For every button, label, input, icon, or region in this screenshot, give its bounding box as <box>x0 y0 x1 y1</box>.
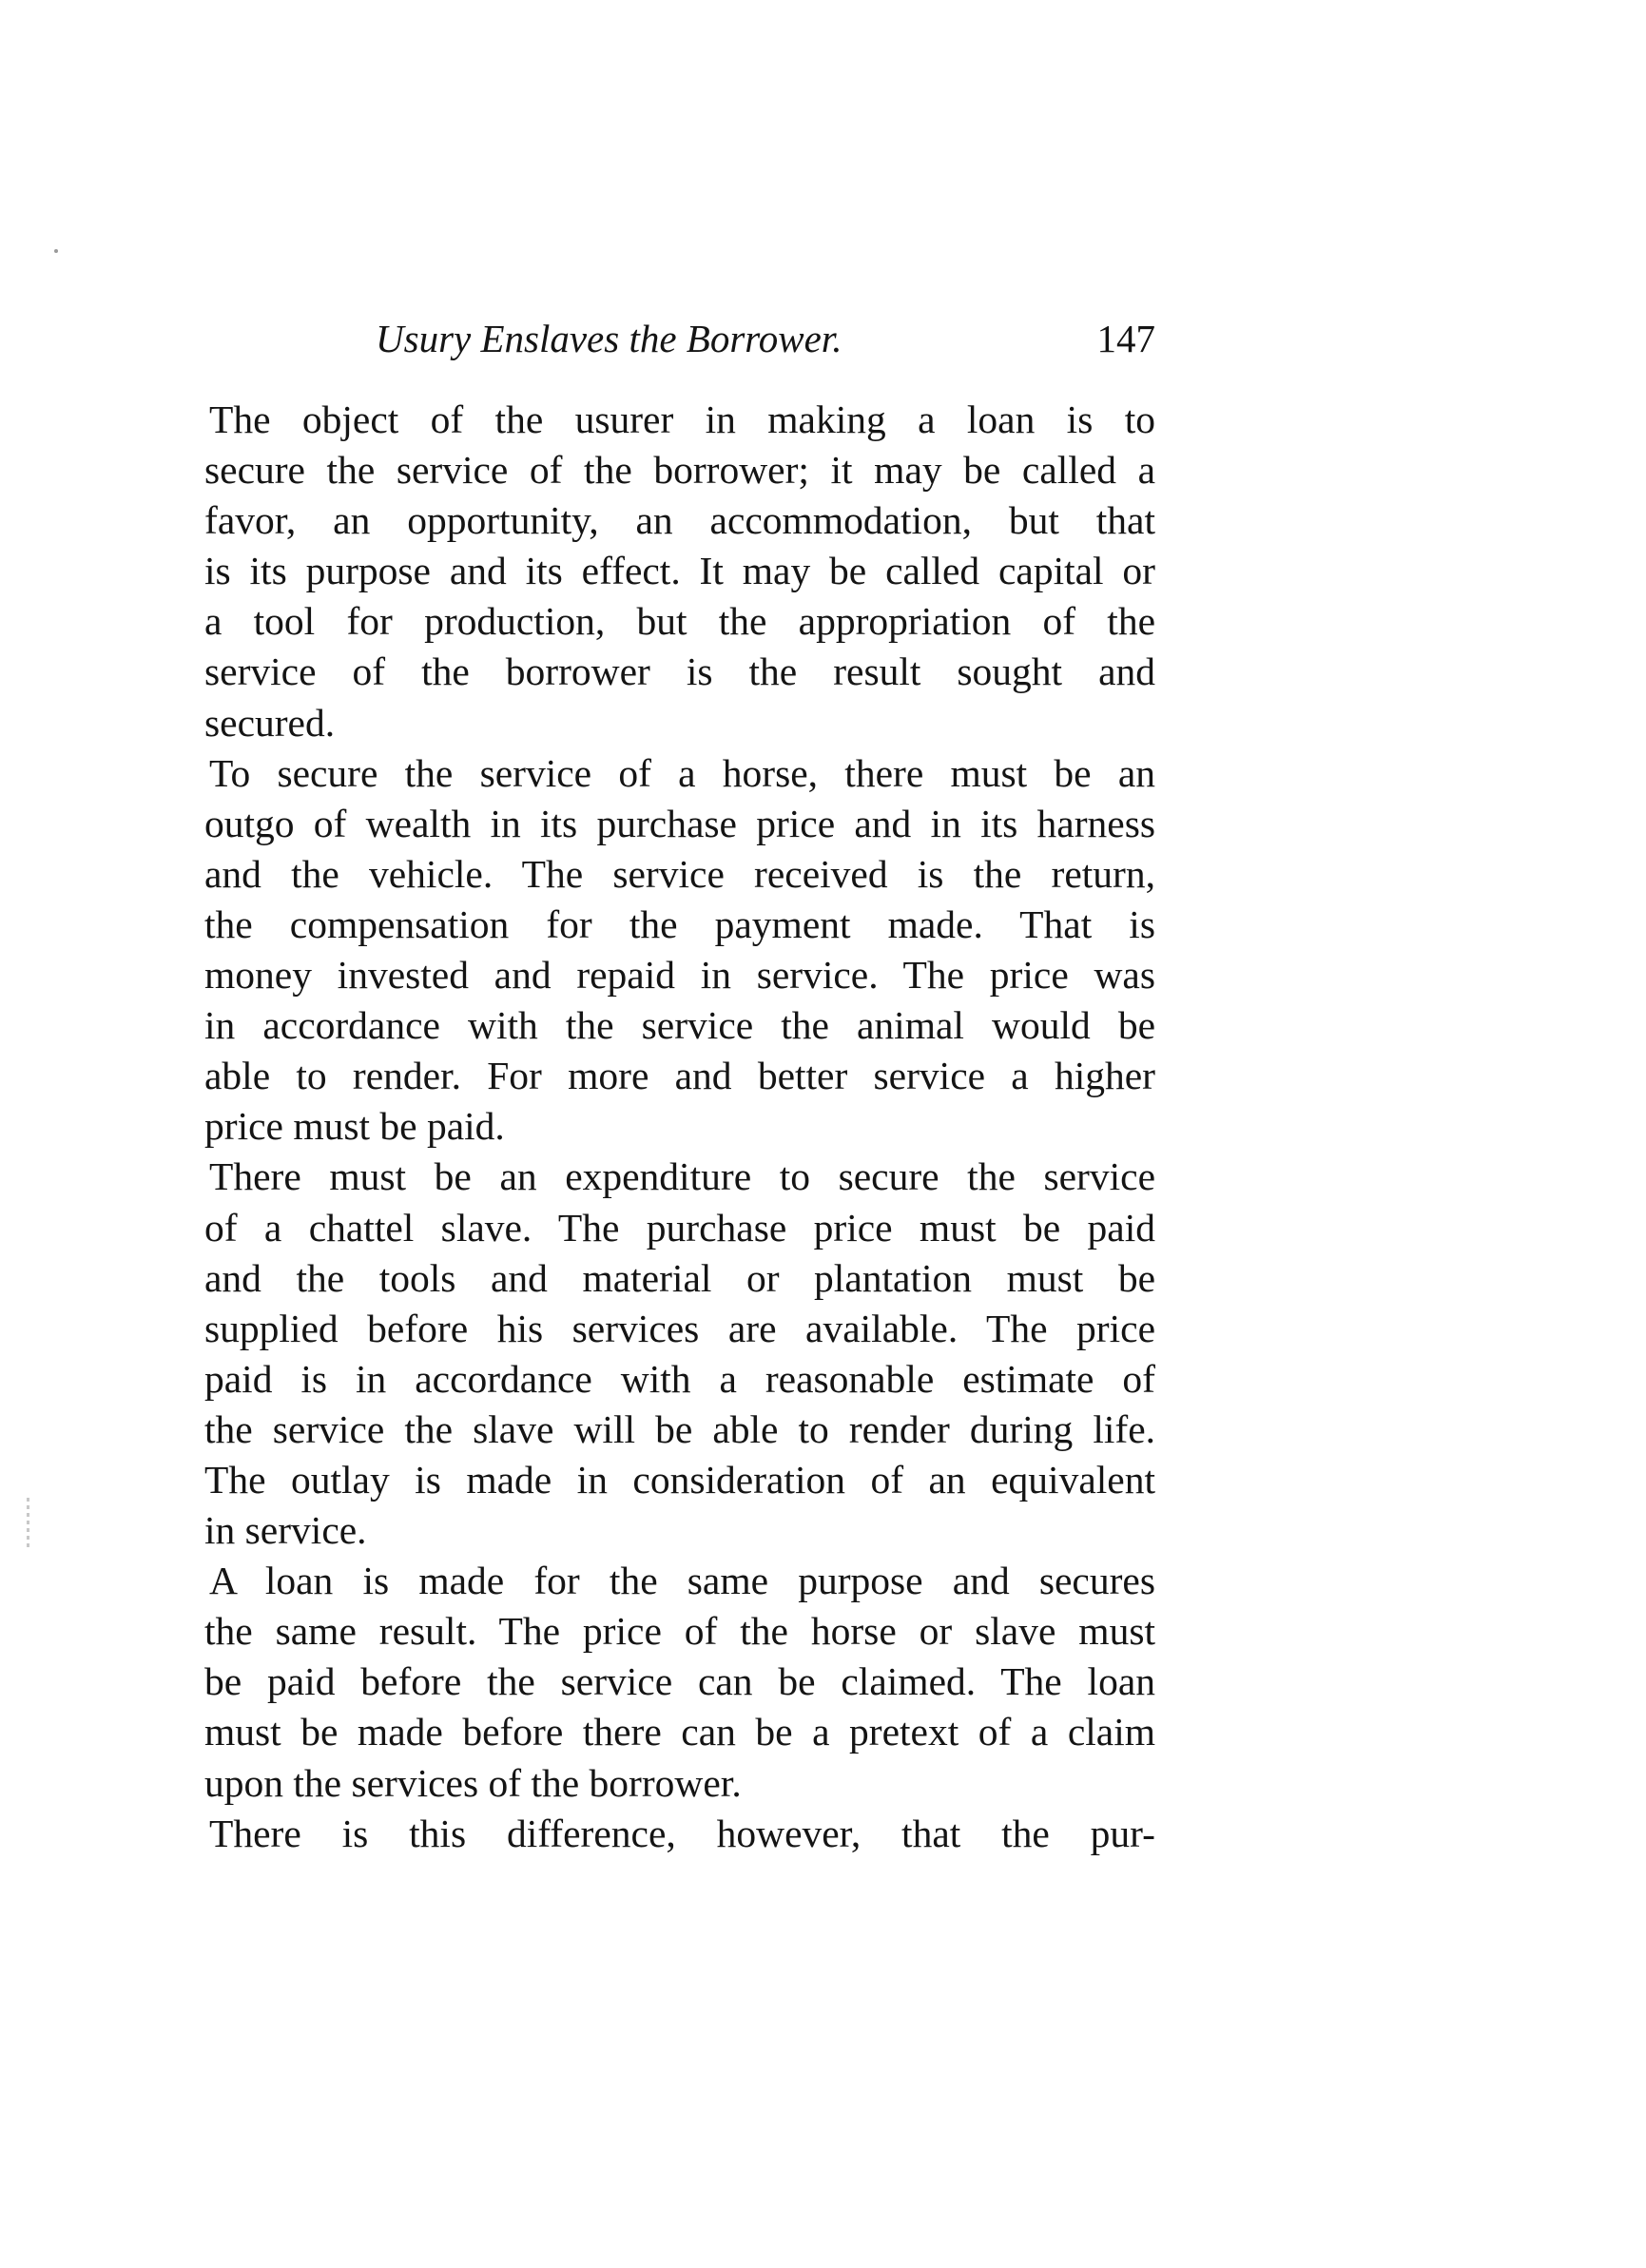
paragraph-5-line-1: There is this difference, however, that the pur- <box>209 1811 1155 1855</box>
paragraph-1-line-4: is its purpose and its effect. It may be called capital or <box>204 549 1155 593</box>
paragraph-2-line-7: able to render. For more and better service a higher <box>204 1054 1155 1098</box>
paragraph-4-line-4: must be made before there can be a pretext of a claim <box>204 1710 1155 1754</box>
paragraph-1-line-3: favor, an opportunity, an accommodation, but that <box>204 498 1155 543</box>
paragraph-3-line-3: and the tools and material or plantation must be <box>204 1255 1155 1300</box>
paragraph-3-line-4: supplied before his services are available. The price <box>204 1306 1155 1350</box>
paragraph-2-line-2: outgo of wealth in its purchase price and in its harness <box>204 801 1155 845</box>
paragraph-4-line-3: be paid before the service can be claimed. The loan <box>204 1659 1155 1704</box>
paragraph-3-line-8: in service. <box>204 1508 367 1553</box>
paragraph-1-line-2: secure the service of the borrower; it may be called a <box>204 448 1155 493</box>
paragraph-1-line-1: The object of the usurer in making a loan is to <box>209 397 1155 441</box>
paragraph-2-line-6: in accordance with the service the animal would be <box>204 1003 1155 1048</box>
paragraph-1-line-6: service of the borrower is the result sought and <box>204 649 1155 694</box>
page-number: 147 <box>1096 317 1155 360</box>
scan-edge-mark <box>27 1498 29 1550</box>
paragraph-3-line-2: of a chattel slave. The purchase price must be paid <box>204 1205 1155 1250</box>
paragraph-1-line-5: a tool for production, but the appropriation of the <box>204 599 1155 644</box>
running-head <box>204 310 1155 367</box>
paragraph-3-line-1: There must be an expenditure to secure the service <box>209 1154 1155 1199</box>
paragraph-2-line-4: the compensation for the payment made. That is <box>204 901 1155 946</box>
paragraph-2-line-8: price must be paid. <box>204 1104 505 1149</box>
paragraph-3-line-5: paid is in accordance with a reasonable estimate of <box>204 1356 1155 1401</box>
paragraph-4-line-1: A loan is made for the same purpose and secures <box>209 1559 1155 1603</box>
paragraph-2-line-1: To secure the service of a horse, there must be an <box>209 750 1155 795</box>
paragraph-1-line-7: secured. <box>204 700 336 745</box>
scan-speck <box>54 249 58 253</box>
paragraph-3-line-7: The outlay is made in consideration of an equivalent <box>204 1457 1155 1502</box>
paragraph-4-line-5: upon the services of the borrower. <box>204 1760 742 1805</box>
running-title: Usury Enslaves the Borrower. <box>376 317 842 360</box>
paragraph-2-line-5: money invested and repaid in service. The price was <box>204 953 1155 998</box>
body-text <box>204 395 1155 1859</box>
paragraph-2-line-3: and the vehicle. The service received is the return, <box>204 851 1155 896</box>
paragraph-4-line-2: the same result. The price of the horse or slave must <box>204 1609 1155 1654</box>
paragraph-3-line-6: the service the slave will be able to render during life. <box>204 1406 1155 1451</box>
